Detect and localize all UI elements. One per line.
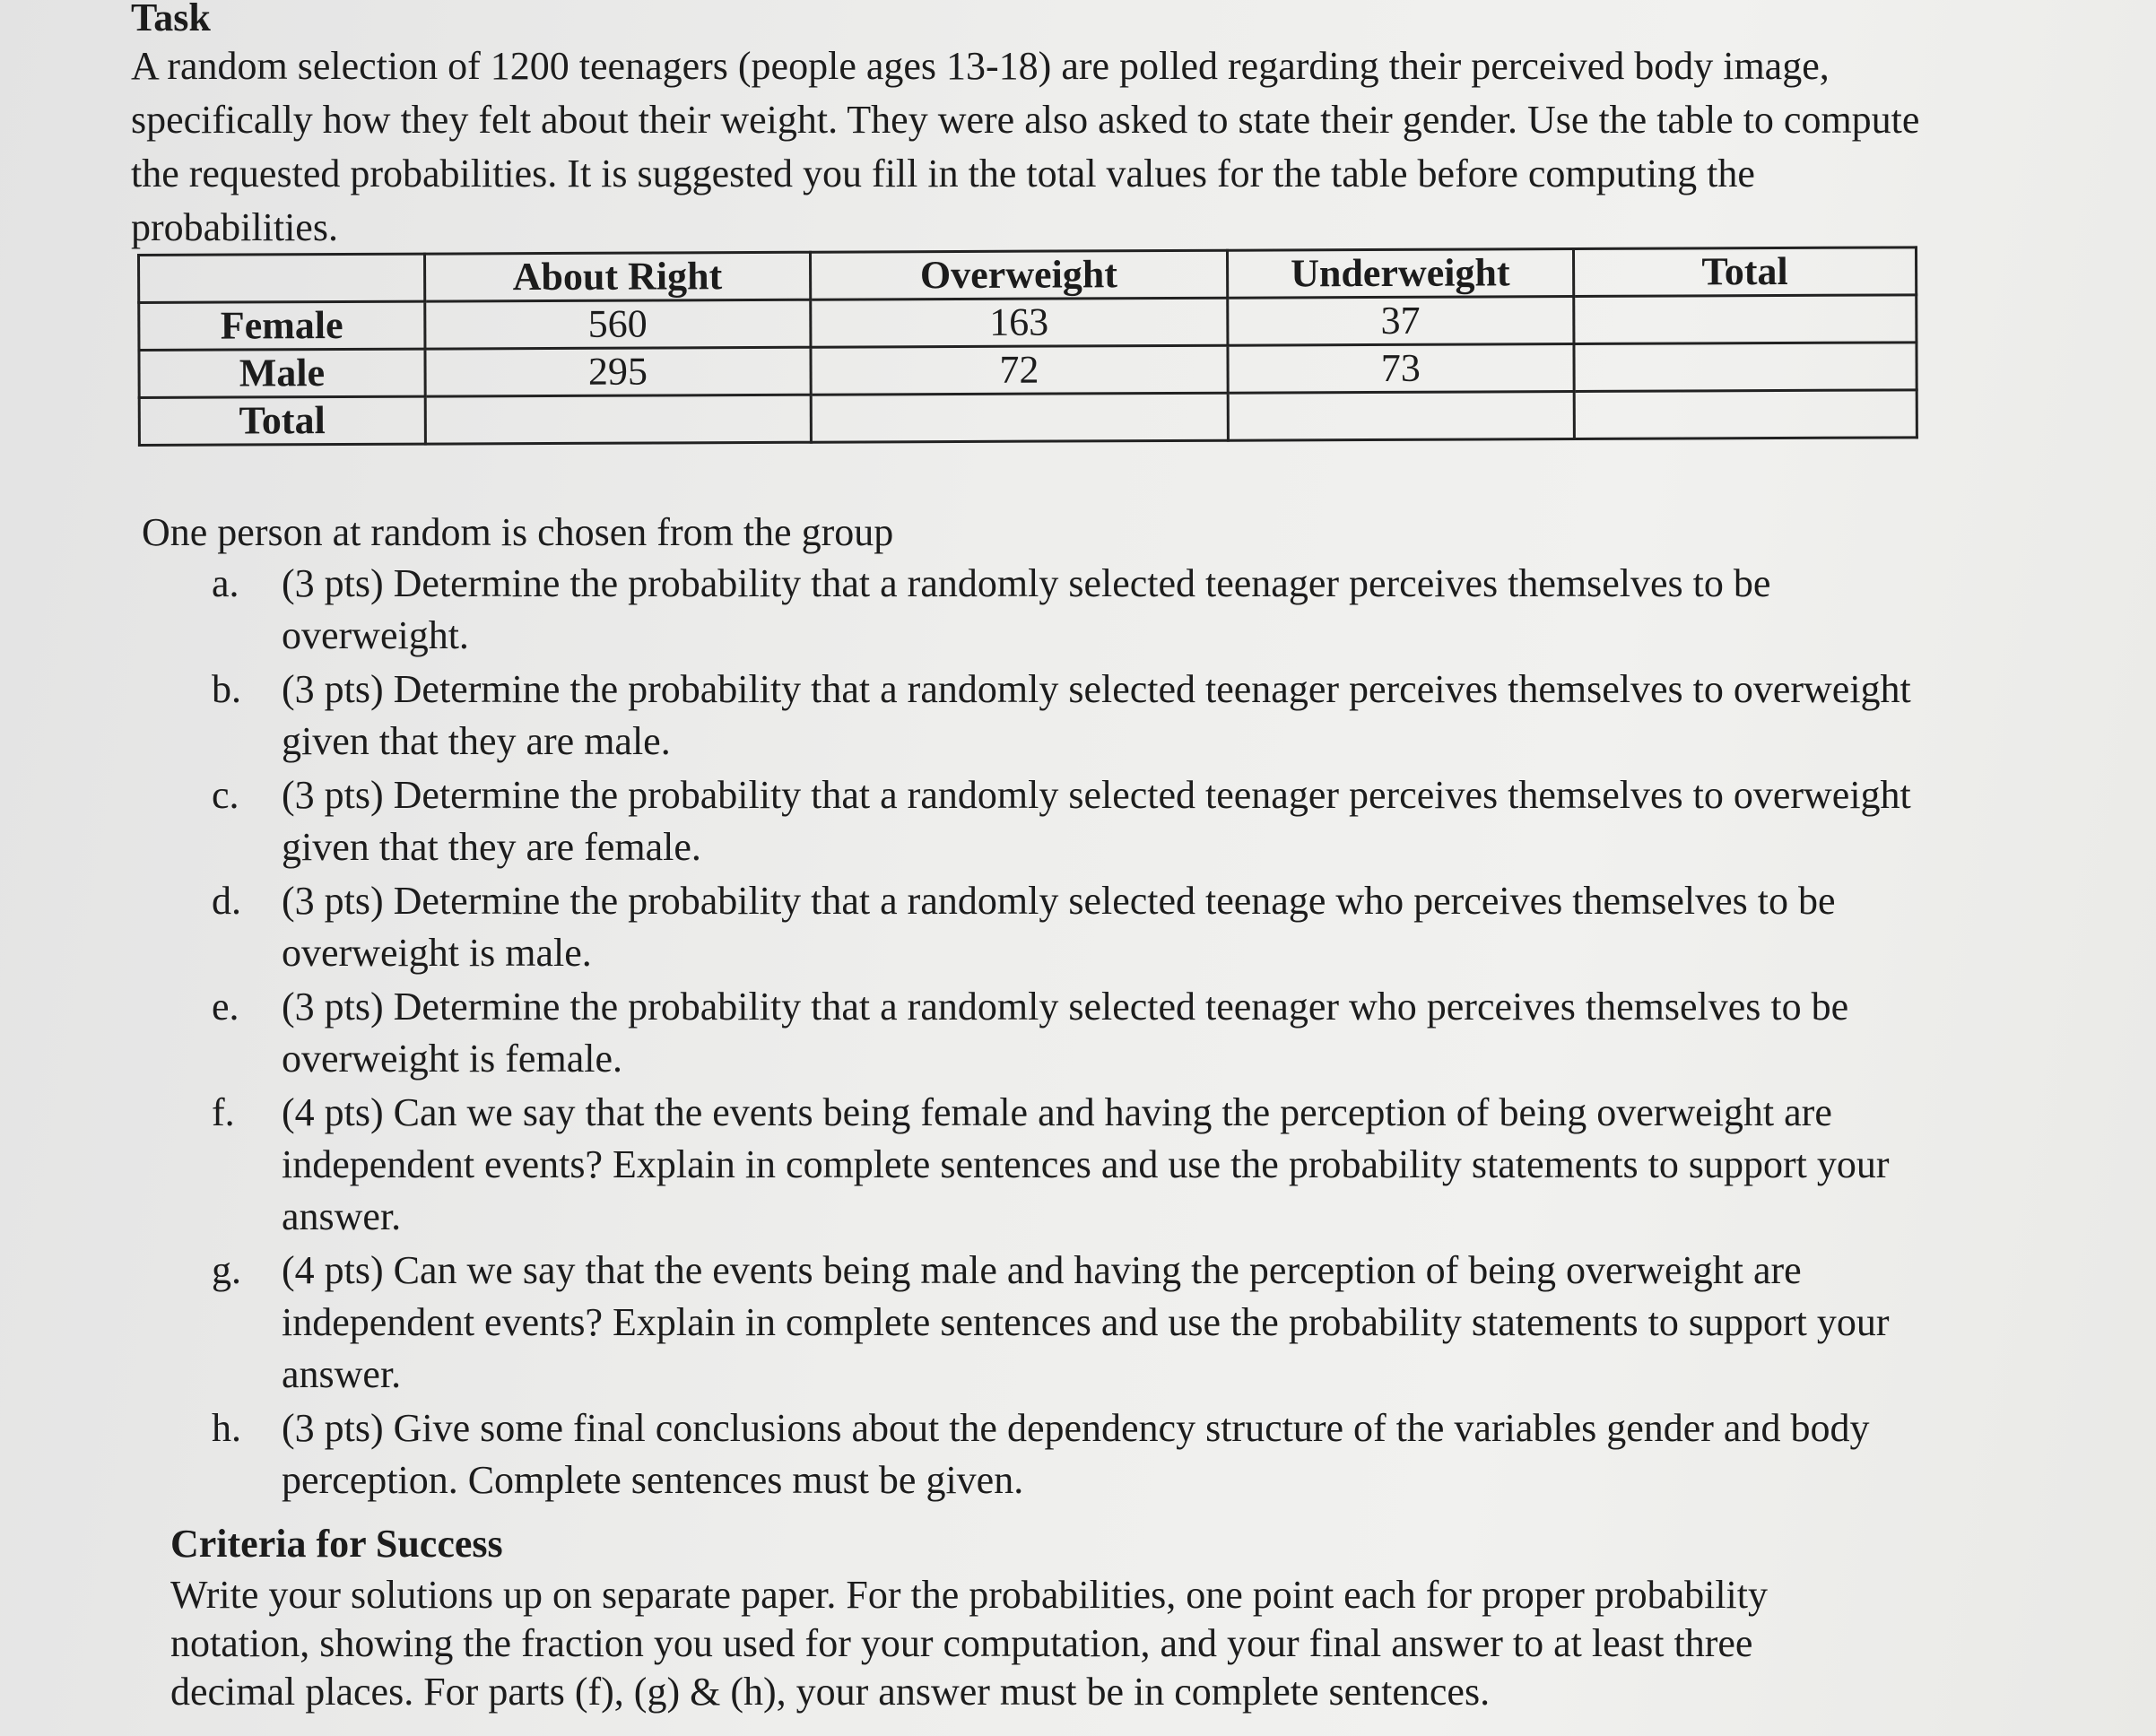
table-header-row [139, 247, 1917, 303]
question-c [212, 769, 1916, 873]
question-f [212, 1087, 1916, 1243]
question-text: (3 pts) Determine the probability that a randomly selected teenage who perceives themselves to be overweight is male. [282, 879, 1836, 975]
question-d [212, 875, 1916, 979]
question-a [212, 558, 1916, 662]
question-text: (3 pts) Determine the probability that a randomly selected teenager who perceives themselves to be overweight is female. [282, 985, 1849, 1081]
question-text: (4 pts) Can we say that the events being female and having the perception of being overweight are independent events? Explain in complete sentences and use the probability statements to support your answer. [282, 1090, 1890, 1238]
question-text: (3 pts) Determine the probability that a randomly selected teenager perceives themselves to overweight given that they are male. [282, 667, 1911, 763]
cell-female-about-right: 560 [424, 299, 811, 349]
column-header-total: Total [1573, 247, 1916, 297]
table-row-total [139, 390, 1917, 446]
row-header-male: Male [139, 349, 425, 397]
table-corner-cell [139, 254, 425, 302]
cell-female-underweight: 37 [1227, 297, 1573, 346]
criteria-text: Write your solutions up on separate paper. For the probabilities, one point each for proper probability notation, showing the fraction you used for your computation, and your final answer to at least three decimal places. For parts (f), (g) & (h), your answer must be in complete sentences. [170, 1573, 1768, 1714]
table-row-female [139, 295, 1917, 351]
table-row-male [139, 343, 1917, 398]
selection-prompt: One person at random is chosen from the group [142, 510, 894, 554]
row-header-total: Total [139, 396, 425, 445]
cell-total-total [1574, 390, 1917, 439]
column-header-overweight: Overweight [810, 250, 1227, 299]
task-heading: Task [131, 0, 211, 39]
cell-female-overweight: 163 [811, 298, 1228, 347]
question-marker: c. [212, 773, 239, 817]
question-marker: a. [212, 561, 239, 605]
cell-female-total [1574, 295, 1917, 344]
task-intro: A random selection of 1200 teenagers (people ages 13-18) are polled regarding their perceived body image, specifically how they felt about their weight. They were also asked to state their gender. Use the table to compute the requested probabilities. It is suggested you fill in the total values for the table before computing the probabilities. [131, 44, 1920, 249]
question-marker: f. [212, 1090, 235, 1134]
question-marker: g. [212, 1248, 241, 1292]
question-h [212, 1402, 1916, 1506]
question-marker: h. [212, 1406, 241, 1450]
question-list [212, 558, 1916, 1508]
cell-male-underweight: 73 [1228, 344, 1574, 394]
contingency-table [137, 246, 1918, 447]
cell-male-overweight: 72 [811, 345, 1228, 395]
question-marker: b. [212, 667, 241, 711]
cell-total-about-right [425, 395, 812, 444]
cell-total-underweight [1228, 392, 1574, 441]
question-text: (3 pts) Give some final conclusions about the dependency structure of the variables gender and body perception. Complete sentences must be given. [282, 1406, 1870, 1502]
question-b [212, 664, 1916, 768]
question-marker: e. [212, 985, 239, 1029]
question-text: (3 pts) Determine the probability that a randomly selected teenager perceives themselves to be overweight. [282, 561, 1771, 657]
cell-total-overweight [811, 393, 1228, 442]
column-header-underweight: Underweight [1227, 249, 1573, 299]
question-g [212, 1245, 1916, 1401]
cell-male-total [1574, 343, 1917, 392]
question-marker: d. [212, 879, 241, 923]
criteria-heading: Criteria for Success [170, 1522, 503, 1566]
question-text: (3 pts) Determine the probability that a randomly selected teenager perceives themselves to overweight given that they are female. [282, 773, 1911, 869]
column-header-about-right: About Right [424, 252, 811, 301]
row-header-female: Female [139, 301, 425, 350]
cell-male-about-right: 295 [425, 347, 812, 396]
question-e [212, 981, 1916, 1085]
question-text: (4 pts) Can we say that the events being male and having the perception of being overweight are independent events? Explain in complete sentences and use the probability statements to support your answer. [282, 1248, 1890, 1396]
